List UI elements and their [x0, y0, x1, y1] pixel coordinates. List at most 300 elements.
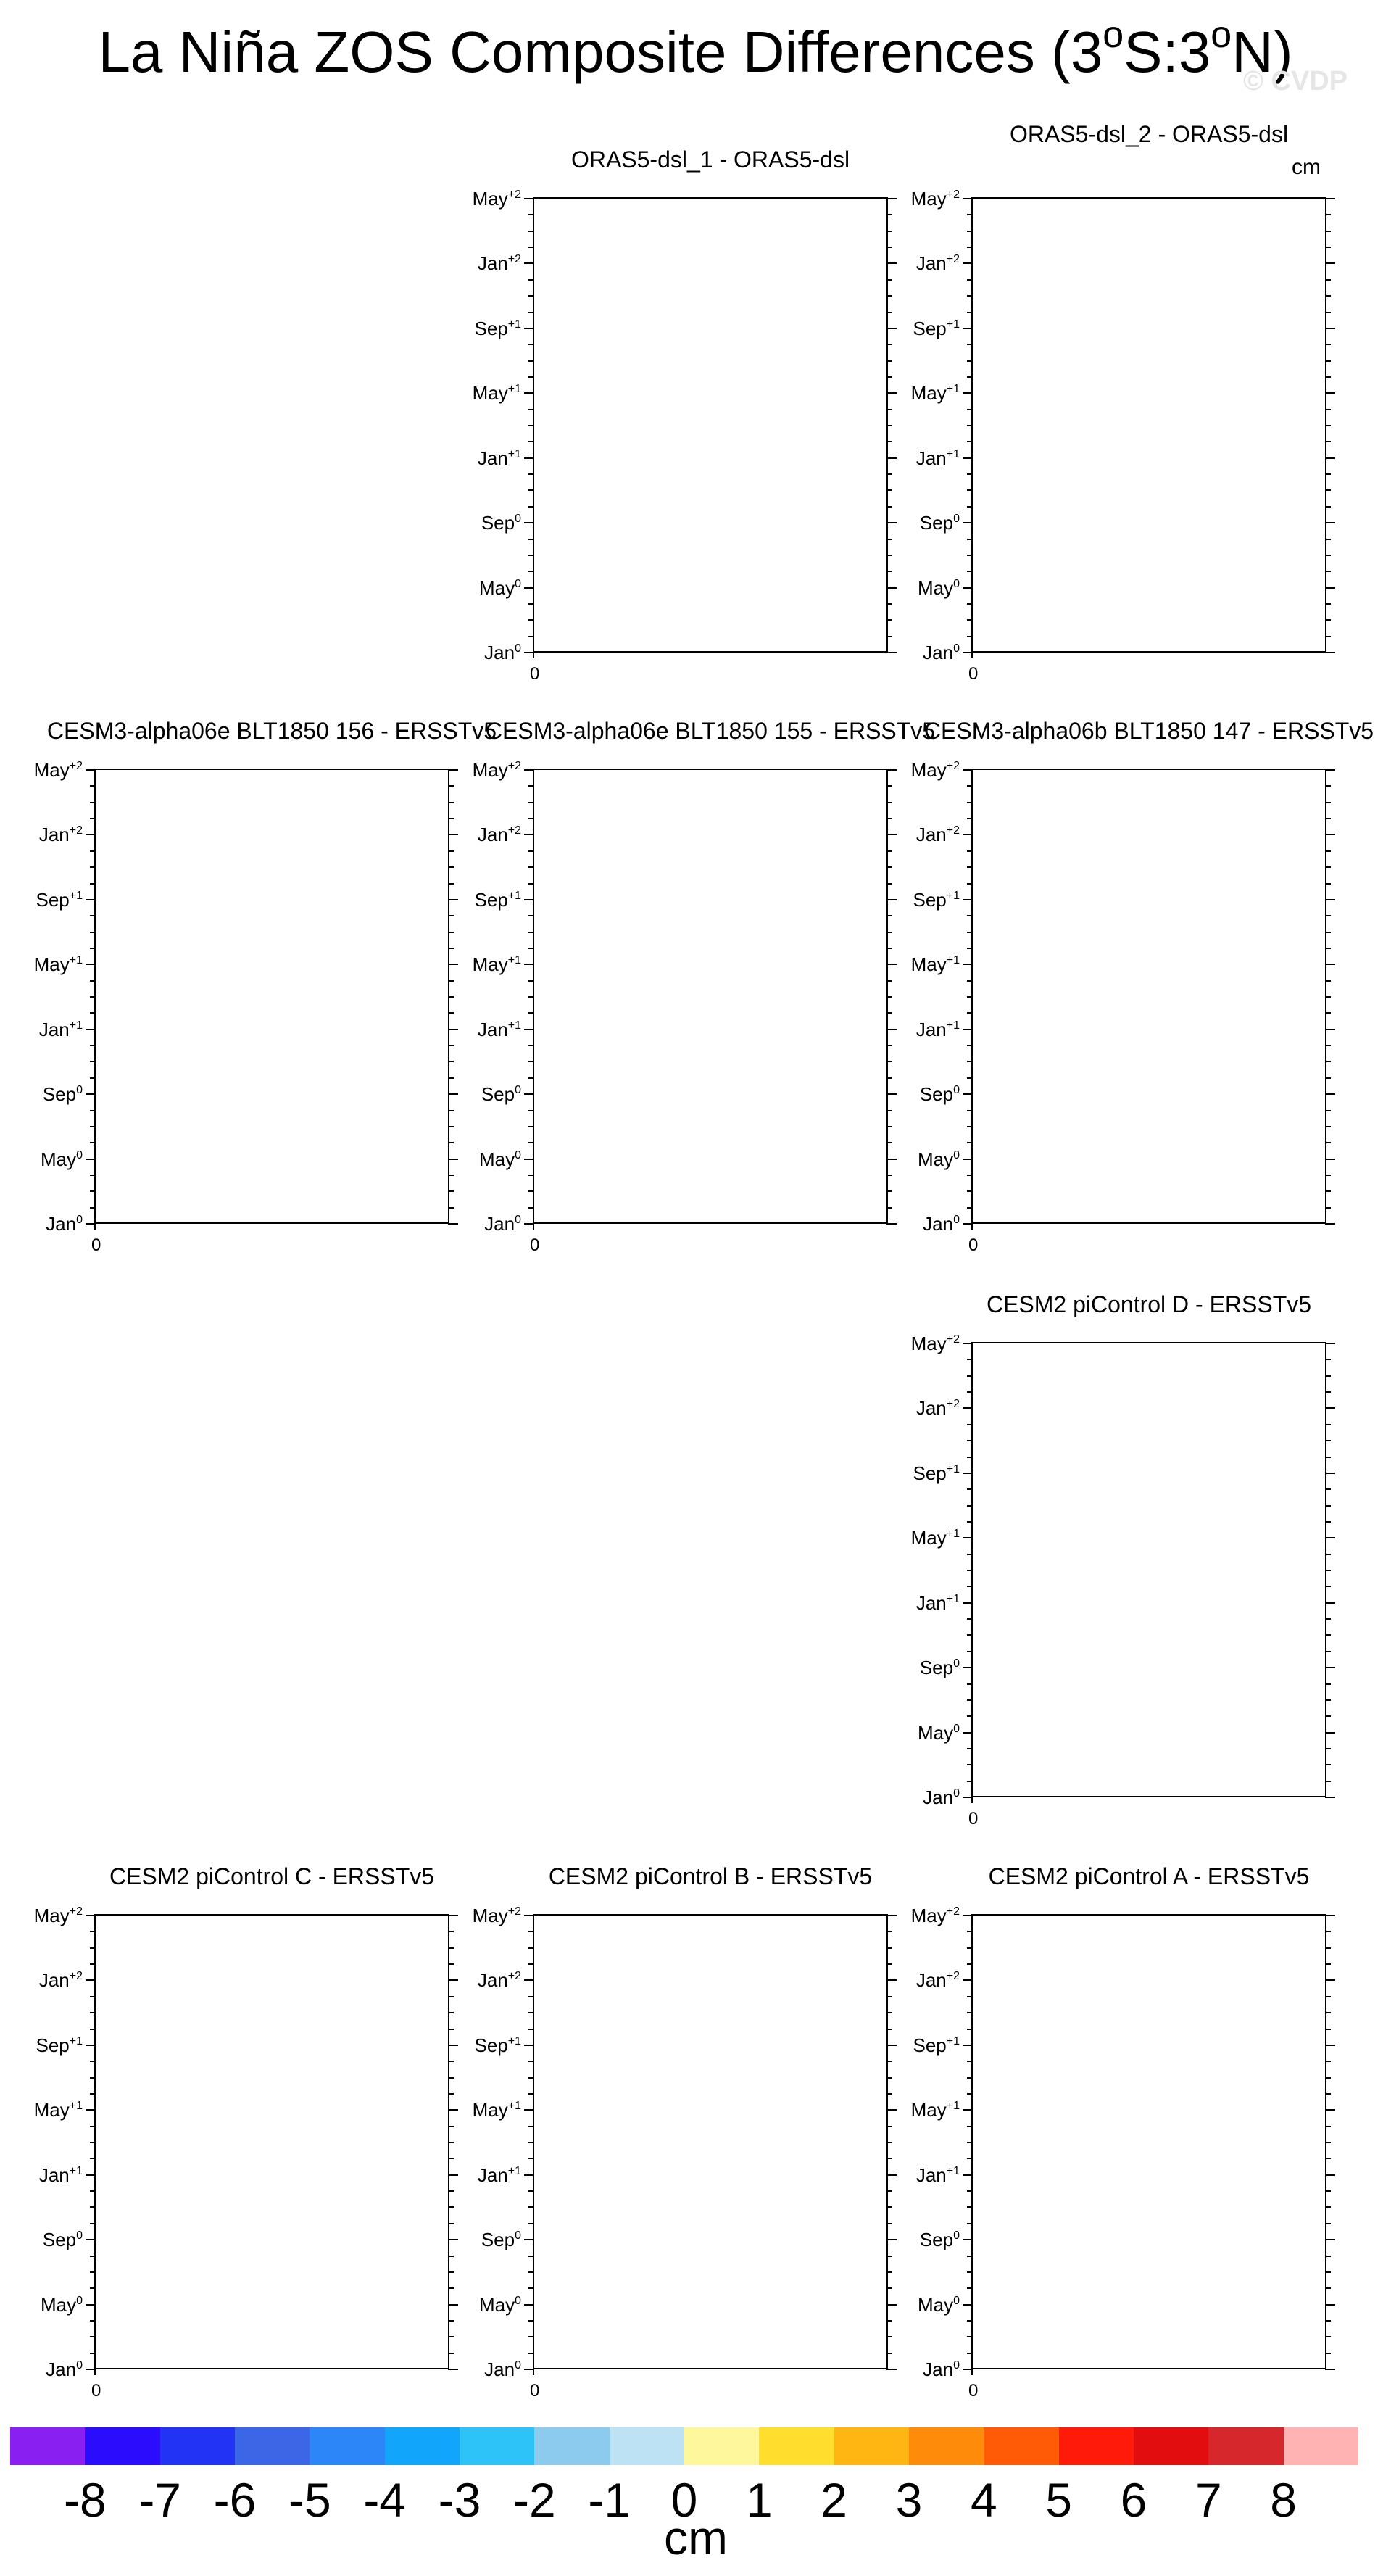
x-tick-label: 0: [91, 2381, 101, 2401]
y-minor-tick-right: [886, 932, 892, 933]
y-minor-tick-right: [1325, 2093, 1331, 2095]
y-tick-year: +1: [69, 2100, 83, 2113]
y-minor-tick: [967, 883, 973, 885]
y-minor-tick: [528, 312, 534, 313]
y-tick: [963, 587, 973, 589]
y-minor-tick-right: [1325, 636, 1331, 637]
y-tick-year: 0: [953, 1214, 960, 1226]
x-tick-label: 0: [968, 664, 979, 684]
colorbar-swatch: [85, 2427, 159, 2465]
y-tick: [963, 964, 973, 965]
y-tick-right: [1325, 2304, 1335, 2306]
y-minor-tick: [90, 818, 96, 819]
colorbar-swatch: [1208, 2427, 1283, 2465]
y-tick-year: 0: [515, 642, 521, 655]
y-tick-year: +2: [946, 760, 960, 772]
y-minor-tick: [528, 2271, 534, 2273]
y-tick-year: +1: [69, 1019, 83, 1032]
y-tick-label: [920, 1657, 960, 1678]
y-tick-month: May: [33, 953, 70, 976]
watermark: © CVDP: [1243, 66, 1348, 96]
y-minor-tick-right: [1325, 425, 1331, 426]
y-tick-year: +1: [69, 2164, 83, 2177]
y-tick: [963, 1029, 973, 1030]
y-minor-tick-right: [448, 1077, 454, 1079]
y-minor-tick: [528, 1175, 534, 1176]
y-minor-tick-right: [886, 802, 892, 803]
y-minor-tick-right: [1325, 1715, 1331, 1717]
y-minor-tick: [967, 2142, 973, 2143]
y-minor-tick-right: [448, 1126, 454, 1127]
y-minor-tick-right: [448, 980, 454, 982]
y-minor-tick: [967, 279, 973, 281]
y-minor-tick: [967, 231, 973, 232]
y-minor-tick-right: [1325, 1440, 1331, 1441]
y-minor-tick: [90, 1175, 96, 1176]
y-minor-tick: [967, 425, 973, 426]
y-tick-label: [474, 889, 521, 911]
y-tick-year: +1: [507, 1019, 521, 1032]
y-tick-right: [1325, 328, 1335, 329]
y-minor-tick: [90, 1207, 96, 1209]
y-minor-tick-right: [448, 2287, 454, 2289]
y-minor-tick: [528, 850, 534, 852]
y-minor-tick: [967, 2029, 973, 2030]
y-tick-month: May: [910, 1905, 947, 1926]
y-tick-month: May: [910, 953, 947, 976]
y-minor-tick-right: [1325, 344, 1331, 345]
y-tick: [963, 2174, 973, 2176]
y-tick-right: [1325, 1602, 1335, 1604]
y-tick: [963, 262, 973, 264]
y-tick: [963, 1093, 973, 1095]
y-minor-tick-right: [886, 2012, 892, 2013]
y-tick-month: Jan: [923, 1786, 954, 1808]
y-minor-tick: [967, 850, 973, 852]
y-minor-tick-right: [1325, 948, 1331, 949]
y-tick-right: [1325, 262, 1335, 264]
y-minor-tick: [528, 915, 534, 916]
y-tick-right: [1325, 1667, 1335, 1668]
y-tick-label: [923, 1213, 960, 1235]
y-minor-tick-right: [886, 360, 892, 362]
y-tick-month: Jan: [46, 2358, 77, 2380]
y-minor-tick: [528, 1012, 534, 1014]
y-minor-tick-right: [1325, 539, 1331, 540]
y-tick-label: [916, 1592, 960, 1614]
y-minor-tick: [90, 883, 96, 885]
y-tick-month: Jan: [477, 824, 508, 846]
y-minor-tick: [967, 948, 973, 949]
y-minor-tick-right: [886, 344, 892, 345]
y-minor-tick: [90, 2158, 96, 2159]
y-tick-right: [448, 2045, 458, 2046]
y-tick-month: Jan: [38, 824, 70, 846]
y-tick-month: Jan: [915, 2163, 947, 2186]
y-tick-right: [448, 2174, 458, 2176]
y-minor-tick-right: [1325, 1207, 1331, 1209]
y-tick-right: [886, 2369, 897, 2370]
y-minor-tick-right: [1325, 312, 1331, 313]
y-tick-right: [886, 1915, 897, 1916]
y-minor-tick: [528, 360, 534, 362]
y-minor-tick-right: [886, 1931, 892, 1932]
y-tick-right: [1325, 2045, 1335, 2046]
y-minor-tick-right: [448, 2158, 454, 2159]
panel-title: CESM3-alpha06e BLT1850 156 - ERSSTv5: [46, 718, 497, 744]
y-minor-tick: [967, 1996, 973, 1997]
y-minor-tick-right: [1325, 1931, 1331, 1932]
y-tick-month: May: [917, 1721, 954, 1744]
panel-title: ORAS5-dsl_1 - ORAS5-dsl: [570, 146, 850, 173]
y-minor-tick: [528, 603, 534, 605]
y-minor-tick: [528, 1061, 534, 1062]
y-tick-right: [448, 964, 458, 965]
y-minor-tick: [528, 231, 534, 232]
y-tick-year: +2: [69, 824, 83, 837]
y-tick-year: +2: [507, 824, 521, 837]
y-tick-year: 0: [953, 1722, 960, 1735]
y-minor-tick: [528, 2206, 534, 2208]
y-tick-month: May: [472, 759, 508, 781]
colorbar-swatch: [984, 2427, 1058, 2465]
y-tick-right: [886, 2304, 897, 2306]
y-tick-month: Jan: [915, 824, 947, 846]
y-minor-tick-right: [1325, 1190, 1331, 1192]
y-tick-year: 0: [953, 1084, 960, 1097]
y-minor-tick: [967, 555, 973, 556]
y-tick-month: Jan: [477, 2163, 508, 2186]
y-minor-tick-right: [886, 2256, 892, 2257]
y-tick-label: [43, 2229, 83, 2250]
y-tick-month: Jan: [38, 1969, 70, 1992]
y-minor-tick: [528, 1947, 534, 1949]
y-minor-tick: [90, 1931, 96, 1932]
y-tick-label: [39, 824, 83, 845]
y-minor-tick-right: [886, 425, 892, 426]
colorbar-swatch: [10, 2427, 85, 2465]
y-minor-tick-right: [1325, 1142, 1331, 1143]
y-tick-month: May: [910, 1333, 947, 1354]
colorbar-label: -2: [512, 2473, 556, 2527]
y-tick-right: [886, 1979, 897, 1981]
y-minor-tick-right: [886, 2158, 892, 2159]
y-minor-tick: [967, 636, 973, 637]
y-tick-label: [473, 1905, 521, 1926]
y-tick: [963, 1979, 973, 1981]
x-tick: [533, 2368, 534, 2375]
y-minor-tick-right: [886, 2142, 892, 2143]
y-minor-tick: [967, 1963, 973, 1965]
y-minor-tick: [528, 539, 534, 540]
y-minor-tick-right: [1325, 1570, 1331, 1571]
y-minor-tick-right: [448, 802, 454, 803]
y-tick-right: [1325, 392, 1335, 394]
y-tick-year: +2: [69, 1905, 83, 1918]
y-tick-month: Sep: [481, 1083, 515, 1106]
y-minor-tick-right: [886, 409, 892, 410]
y-tick-year: +1: [507, 318, 521, 331]
y-minor-tick: [90, 2256, 96, 2257]
y-tick-label: [46, 1213, 83, 1235]
y-minor-tick-right: [886, 636, 892, 637]
y-minor-tick: [528, 247, 534, 248]
y-minor-tick-right: [886, 785, 892, 787]
y-tick-right: [448, 1979, 458, 1981]
y-tick-right: [1325, 1407, 1335, 1409]
y-minor-tick-right: [448, 2126, 454, 2127]
y-tick-year: +2: [507, 253, 521, 266]
y-tick-year: +2: [946, 253, 960, 266]
y-minor-tick-right: [886, 1947, 892, 1949]
y-minor-tick-right: [886, 473, 892, 475]
y-tick-right: [448, 2369, 458, 2370]
y-minor-tick-right: [1325, 883, 1331, 885]
y-minor-tick: [967, 1175, 973, 1176]
y-minor-tick: [967, 915, 973, 916]
y-tick-label: [34, 1905, 83, 1926]
y-tick-label: [484, 1213, 521, 1235]
y-tick-right: [448, 1093, 458, 1095]
y-tick-right: [886, 2174, 897, 2176]
colorbar-swatch: [310, 2427, 384, 2465]
y-minor-tick-right: [886, 996, 892, 998]
y-minor-tick: [967, 360, 973, 362]
y-tick-year: +1: [946, 1019, 960, 1032]
y-minor-tick: [967, 1359, 973, 1360]
y-minor-tick-right: [1325, 1012, 1331, 1014]
y-minor-tick-right: [886, 2093, 892, 2095]
y-minor-tick-right: [448, 1110, 454, 1111]
y-minor-tick: [967, 1488, 973, 1490]
y-tick-month: May: [917, 1148, 954, 1170]
y-tick-month: Jan: [477, 1018, 508, 1040]
colorbar-label: 5: [1045, 2473, 1073, 2527]
y-tick-month: May: [472, 953, 508, 976]
y-tick-label: [916, 824, 960, 845]
y-tick-right: [1325, 964, 1335, 965]
y-minor-tick-right: [886, 818, 892, 819]
y-minor-tick-right: [448, 850, 454, 852]
y-minor-tick-right: [1325, 1391, 1331, 1393]
y-tick: [524, 1093, 534, 1095]
x-tick-label: 0: [91, 1235, 101, 1255]
y-minor-tick-right: [886, 1175, 892, 1176]
plot-area: [472, 1905, 888, 2401]
y-minor-tick-right: [886, 506, 892, 508]
y-tick-right: [1325, 457, 1335, 459]
y-tick-right: [448, 2239, 458, 2240]
y-tick-label: [911, 759, 960, 781]
y-tick-label: [484, 642, 521, 663]
y-tick-month: Jan: [915, 252, 947, 275]
y-minor-tick-right: [448, 1207, 454, 1209]
y-tick-month: May: [478, 1148, 515, 1170]
y-tick-year: 0: [76, 1214, 83, 1226]
y-minor-tick: [967, 1586, 973, 1587]
y-minor-tick: [967, 980, 973, 982]
y-minor-tick-right: [1325, 1505, 1331, 1507]
y-tick-right: [1325, 2174, 1335, 2176]
plot-area: [910, 1333, 1326, 1829]
y-tick-month: May: [33, 2099, 70, 2121]
y-tick-right: [1325, 1159, 1335, 1160]
y-tick-year: +1: [946, 1462, 960, 1475]
y-minor-tick-right: [1325, 2012, 1331, 2013]
y-minor-tick: [528, 948, 534, 949]
colorbar-label: 3: [895, 2473, 923, 2527]
y-tick-right: [448, 2304, 458, 2306]
y-minor-tick-right: [1325, 1781, 1331, 1782]
y-minor-tick-right: [886, 1190, 892, 1192]
y-minor-tick: [90, 2223, 96, 2224]
y-minor-tick-right: [886, 866, 892, 868]
y-tick-month: May: [478, 2293, 515, 2316]
plot-area: [910, 759, 1326, 1255]
panel-units: cm: [1292, 155, 1321, 179]
y-minor-tick: [528, 473, 534, 475]
y-tick: [963, 1915, 973, 1916]
y-tick: [963, 1602, 973, 1604]
y-tick: [963, 198, 973, 199]
y-minor-tick-right: [448, 932, 454, 933]
y-minor-tick: [90, 2190, 96, 2192]
y-tick-month: Sep: [36, 2034, 70, 2056]
y-tick-label: [478, 252, 521, 274]
y-minor-tick: [967, 1618, 973, 1620]
y-minor-tick-right: [886, 2077, 892, 2079]
y-minor-tick: [967, 539, 973, 540]
y-minor-tick: [528, 2287, 534, 2289]
y-minor-tick-right: [448, 2093, 454, 2095]
y-minor-tick: [528, 295, 534, 297]
y-minor-tick-right: [886, 1045, 892, 1046]
y-minor-tick-right: [886, 1142, 892, 1143]
y-tick-right: [886, 392, 897, 394]
colorbar-label: -1: [588, 2473, 631, 2527]
y-minor-tick: [528, 619, 534, 621]
y-minor-tick: [528, 2142, 534, 2143]
y-tick-year: 0: [76, 2229, 83, 2242]
y-minor-tick-right: [448, 1142, 454, 1143]
y-tick-year: +2: [507, 189, 521, 201]
y-minor-tick: [90, 1061, 96, 1062]
y-tick-year: +1: [507, 383, 521, 396]
colorbar-label: 6: [1120, 2473, 1147, 2527]
y-minor-tick-right: [1325, 818, 1331, 819]
y-minor-tick-right: [1325, 1424, 1331, 1425]
y-minor-tick: [967, 1764, 973, 1765]
y-tick-label: [920, 512, 960, 534]
colorbar-swatch: [684, 2427, 759, 2465]
y-tick-label: [923, 642, 960, 663]
y-tick-month: Sep: [42, 2229, 77, 2251]
y-minor-tick-right: [448, 915, 454, 916]
y-minor-tick: [90, 1996, 96, 1997]
colorbar-swatch: [160, 2427, 235, 2465]
colorbar-label: -8: [63, 2473, 107, 2527]
y-tick-year: +2: [69, 760, 83, 772]
y-minor-tick-right: [1325, 1359, 1331, 1360]
y-tick-label: [478, 824, 521, 845]
y-minor-tick: [90, 2012, 96, 2013]
x-tick: [94, 2368, 96, 2375]
y-tick-year: 0: [515, 2229, 521, 2242]
y-minor-tick: [528, 2336, 534, 2337]
y-tick-right: [886, 1093, 897, 1095]
y-tick-month: Sep: [913, 1462, 947, 1484]
panel-title: ORAS5-dsl_2 - ORAS5-dsl: [1009, 121, 1289, 147]
y-tick: [963, 1343, 973, 1344]
y-tick: [86, 964, 96, 965]
y-tick-right: [1325, 587, 1335, 589]
y-minor-tick: [90, 915, 96, 916]
y-minor-tick: [967, 619, 973, 621]
y-tick-label: [481, 512, 521, 534]
y-tick-year: 0: [76, 1148, 83, 1161]
y-minor-tick-right: [1325, 1996, 1331, 1997]
y-minor-tick: [90, 2353, 96, 2354]
y-tick: [86, 1159, 96, 1160]
y-tick-month: Sep: [919, 1083, 954, 1106]
y-minor-tick-right: [1325, 1554, 1331, 1555]
y-tick-right: [1325, 1343, 1335, 1344]
y-tick-year: 0: [515, 2294, 521, 2307]
y-minor-tick: [967, 1699, 973, 1701]
y-minor-tick-right: [1325, 555, 1331, 556]
y-minor-tick: [90, 802, 96, 803]
y-minor-tick-right: [448, 2190, 454, 2192]
y-tick-right: [1325, 198, 1335, 199]
x-tick: [533, 651, 534, 658]
y-tick-month: Jan: [923, 2358, 954, 2380]
y-tick-month: Jan: [477, 252, 508, 275]
y-tick-year: 0: [953, 642, 960, 655]
y-tick-month: Sep: [913, 317, 947, 339]
y-tick-right: [448, 899, 458, 900]
y-minor-tick: [528, 932, 534, 933]
y-tick: [524, 392, 534, 394]
y-tick-year: +1: [946, 2034, 960, 2047]
y-minor-tick: [967, 1440, 973, 1441]
y-minor-tick: [528, 214, 534, 215]
y-tick-right: [448, 1223, 458, 1225]
y-tick-month: Jan: [923, 642, 954, 663]
y-minor-tick: [90, 1142, 96, 1143]
y-minor-tick-right: [886, 312, 892, 313]
y-minor-tick: [528, 2320, 534, 2322]
y-tick-label: [918, 1148, 960, 1170]
y-minor-tick-right: [1325, 1077, 1331, 1079]
y-tick-label: [911, 953, 960, 975]
y-minor-tick: [967, 1375, 973, 1377]
colorbar-label: 7: [1195, 2473, 1222, 2527]
y-minor-tick: [90, 1045, 96, 1046]
y-minor-tick-right: [448, 1045, 454, 1046]
y-minor-tick-right: [886, 2287, 892, 2289]
y-minor-tick: [967, 1391, 973, 1393]
y-tick-right: [1325, 1537, 1335, 1538]
y-tick-month: Jan: [915, 1018, 947, 1040]
plot-area: [33, 1905, 449, 2401]
y-minor-tick-right: [448, 1190, 454, 1192]
y-tick-right: [1325, 1473, 1335, 1474]
y-tick-year: 0: [76, 2359, 83, 2372]
y-minor-tick: [967, 1947, 973, 1949]
y-minor-tick-right: [448, 1175, 454, 1176]
x-tick: [533, 1222, 534, 1230]
panel-title: CESM2 piControl A - ERSSTv5: [988, 1863, 1310, 1889]
